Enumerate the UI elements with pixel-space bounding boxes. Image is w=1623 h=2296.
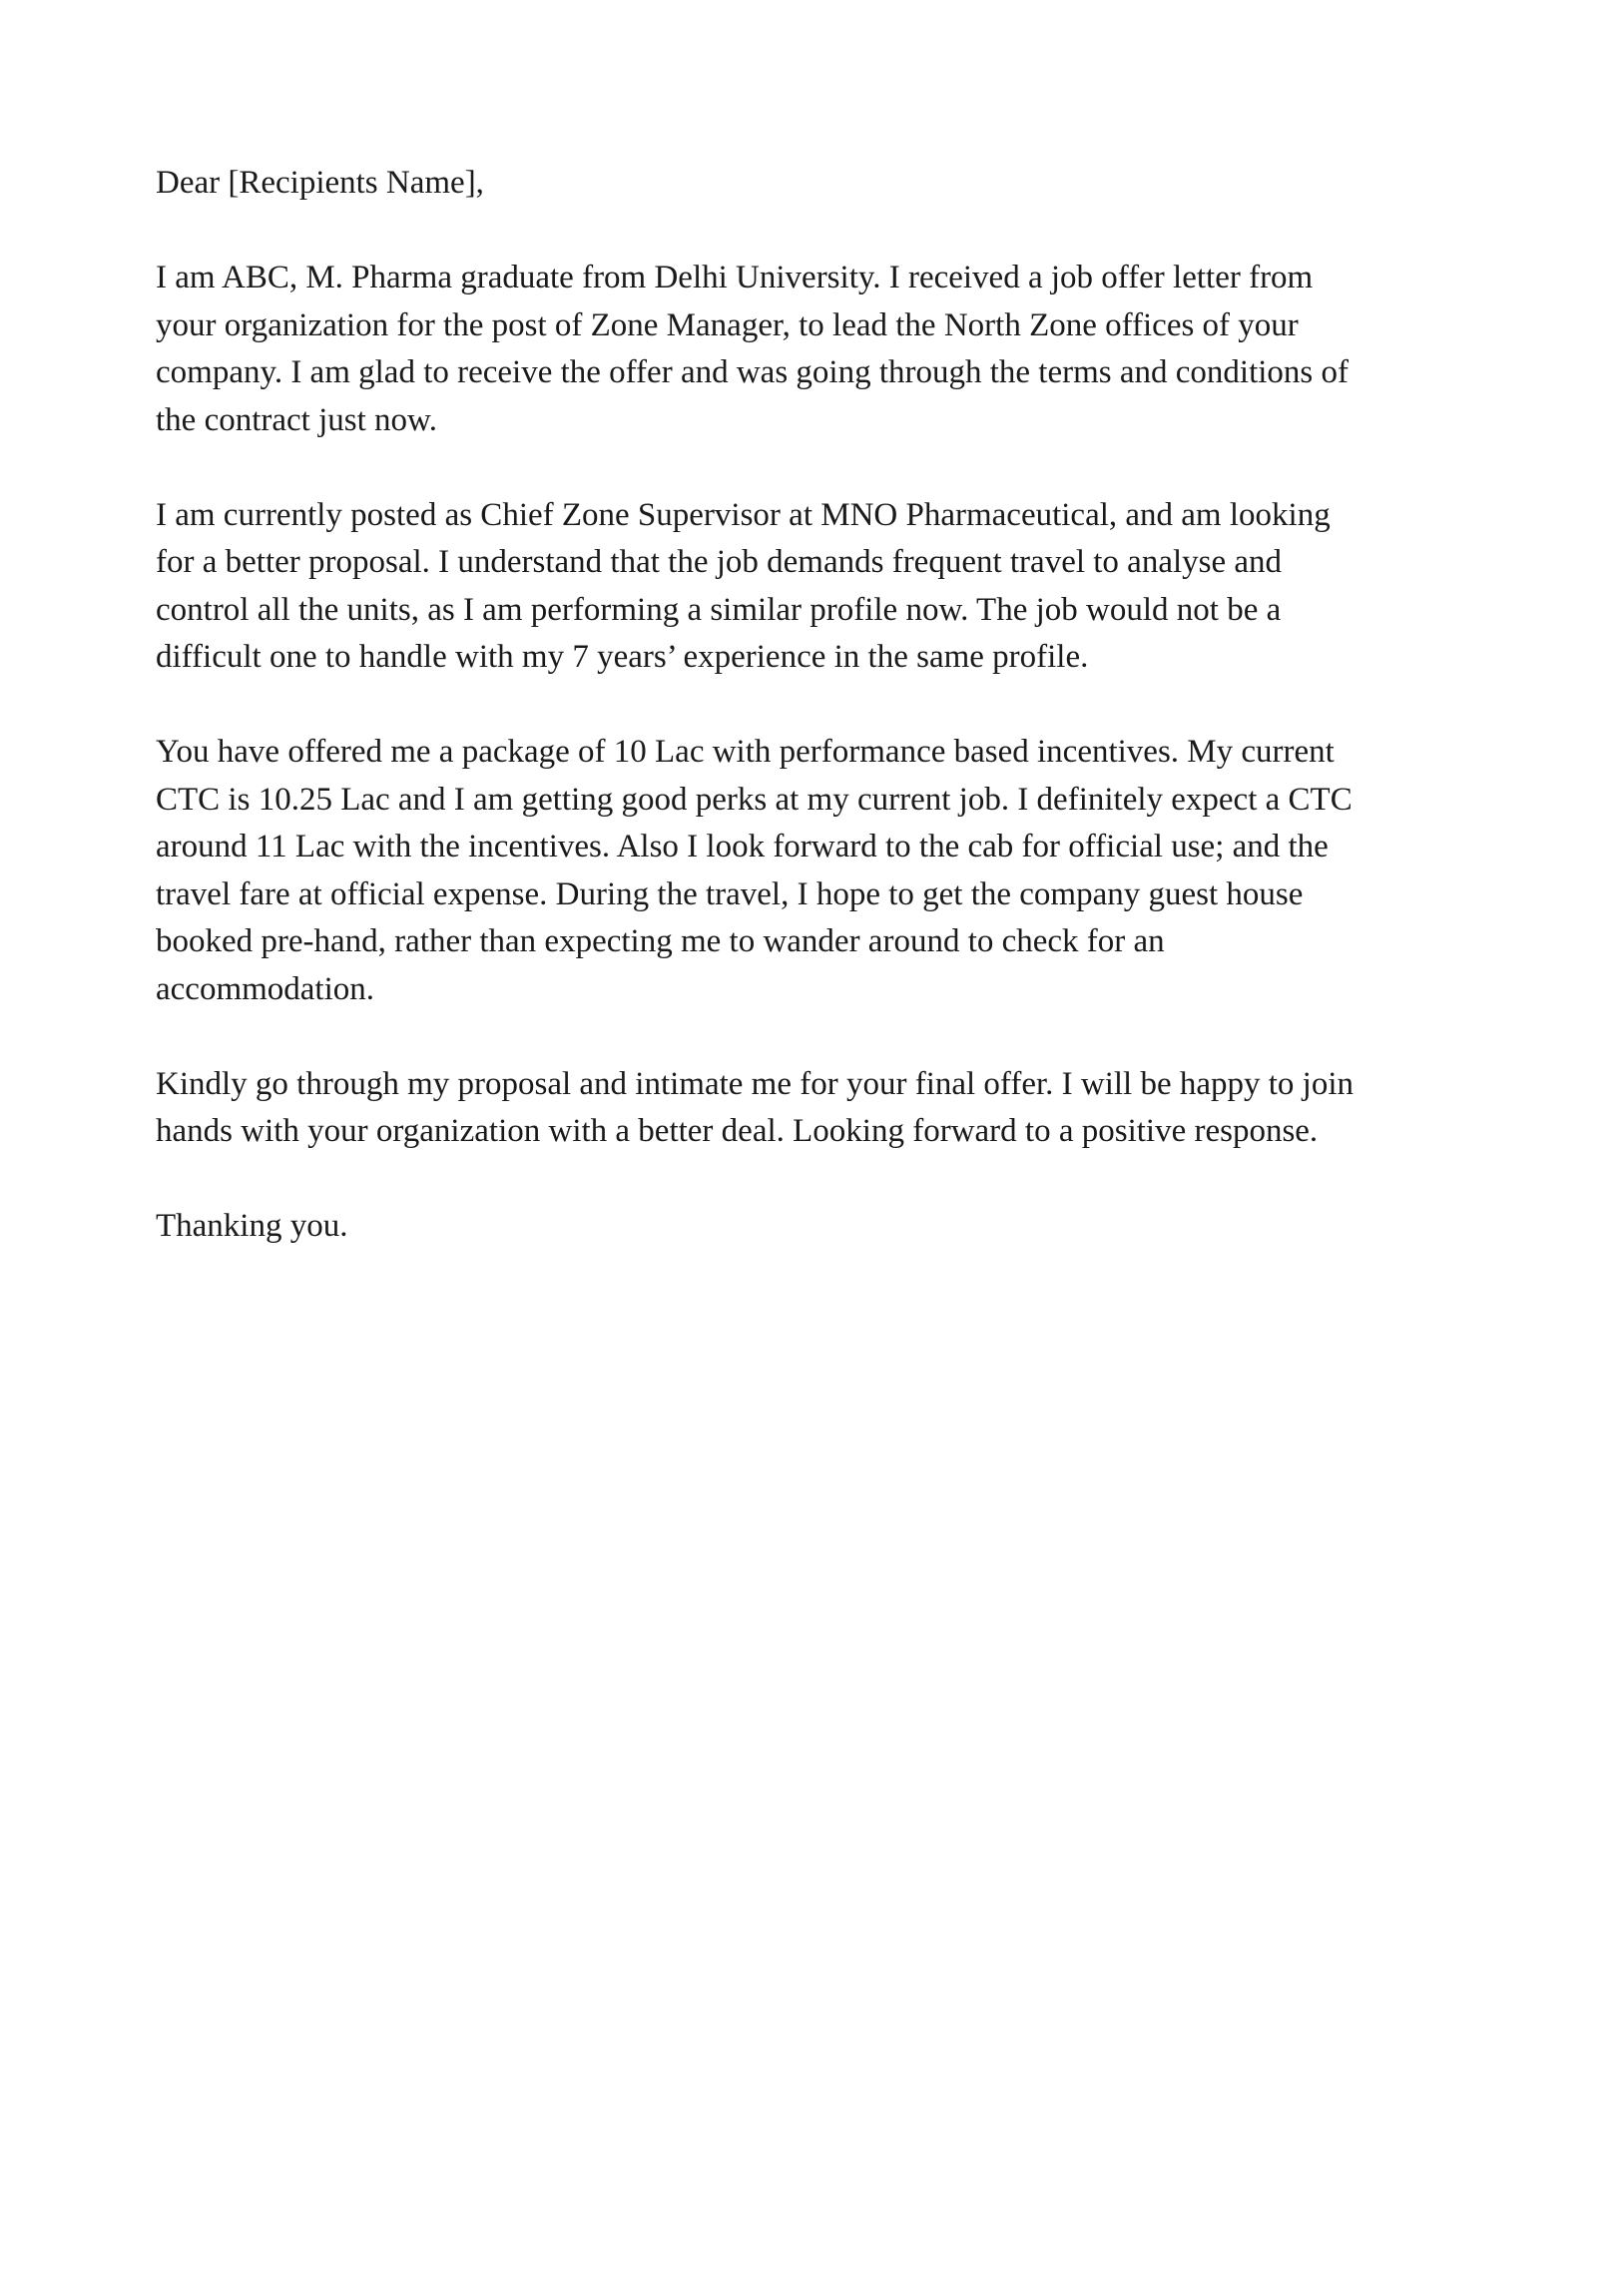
paragraph-compensation	[156, 729, 1473, 1013]
letter-body	[156, 160, 1473, 1298]
text-line: CTC is 10.25 Lac and I am getting good perks at my current job. I definitely expect a CTC	[156, 781, 1352, 818]
text-line: hands with your organization with a better deal. Looking forward to a positive response.	[156, 1113, 1319, 1149]
text-line: Kindly go through my proposal and intimate me for your final offer. I will be happy to join	[156, 1065, 1354, 1102]
text-line: You have offered me a package of 10 Lac with performance based incentives. My current	[156, 734, 1335, 770]
paragraph-introduction	[156, 255, 1473, 444]
text-line: I am currently posted as Chief Zone Supervisor at MNO Pharmaceutical, and am looking	[156, 496, 1331, 533]
salutation: Dear [Recipients Name],	[156, 165, 484, 201]
text-line: company. I am glad to receive the offer and was going through the terms and conditions of	[156, 354, 1349, 390]
text-line: control all the units, as I am performing a similar profile now. The job would not be a	[156, 591, 1282, 628]
text-line: the contract just now.	[156, 401, 437, 438]
text-line: accommodation.	[156, 970, 375, 1007]
paragraph-request	[156, 1061, 1473, 1156]
text-line: for a better proposal. I understand that the job demands frequent travel to analyse and	[156, 544, 1283, 580]
text-line: I am ABC, M. Pharma graduate from Delhi University. I received a job offer letter from	[156, 260, 1314, 295]
paragraph-current-position	[156, 492, 1473, 682]
text-line: around 11 Lac with the incentives. Also I look forward to the cab for official use; and the	[156, 829, 1329, 864]
text-line: travel fare at official expense. During the travel, I hope to get the company guest house	[156, 875, 1304, 912]
text-line: difficult one to handle with my 7 years’ experience in the same profile.	[156, 639, 1089, 675]
text-line: booked pre-hand, rather than expecting me to wander around to check for an	[156, 923, 1165, 959]
text-line: your organization for the post of Zone Manager, to lead the North Zone offices of your	[156, 306, 1299, 343]
closing: Thanking you.	[156, 1208, 348, 1244]
